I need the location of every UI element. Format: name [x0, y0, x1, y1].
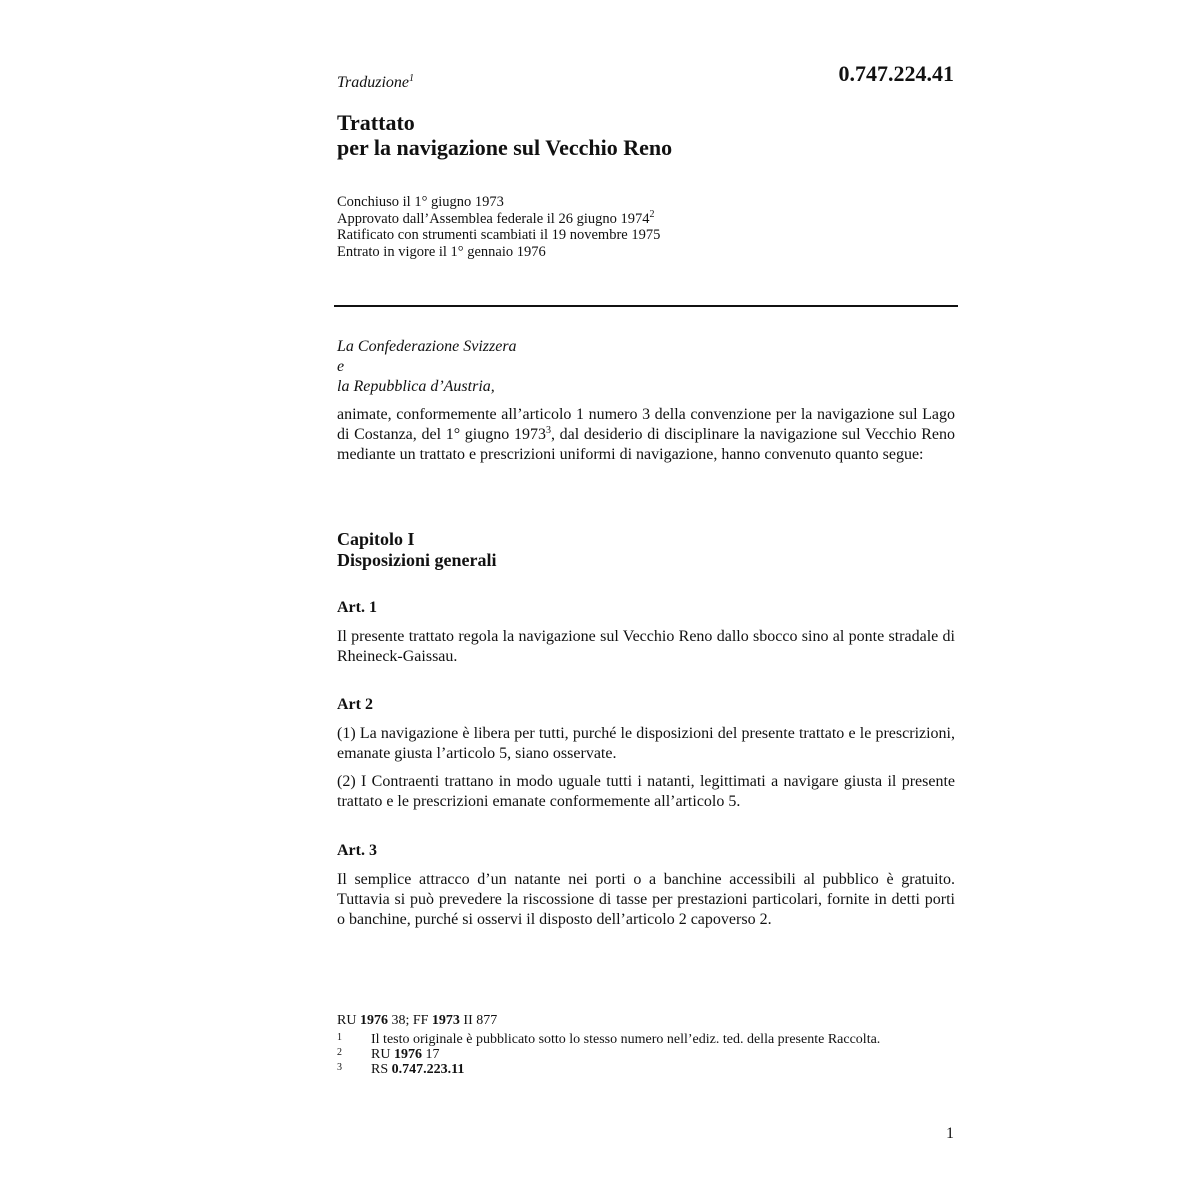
concluded-date: Conchiuso il 1° giugno 1973: [337, 194, 504, 210]
footnote-ref-2[interactable]: 2: [649, 208, 655, 220]
in-force-date: Entrato in vigore il 1° gennaio 1976: [337, 243, 546, 260]
header-divider: [334, 305, 958, 307]
chapter-heading: [337, 529, 497, 571]
footnote-number: 2: [337, 1047, 342, 1058]
footnote-number: 3: [337, 1062, 342, 1073]
party-conjunction: e: [337, 358, 345, 375]
title-line-2: per la navigazione sul Vecchio Reno: [337, 135, 673, 160]
footnote-3: [337, 1062, 917, 1077]
footnote-1: [337, 1032, 917, 1047]
article-2-title: Art 2: [337, 696, 373, 713]
document-title: [337, 110, 672, 160]
contracting-parties: [337, 337, 517, 397]
preamble-text: animate, conformemente all’articolo 1 numero 3 della convenzione per la navigazione sul Lago di Costanza, del 1° giugno 1973$^3$, dal desiderio di disciplinare la navigazione sul Vecchio Reno mediante un trattato e prescrizioni uniformi di navigazione, hanno convenuto quanto segue:: [337, 406, 956, 463]
document-number: 0.747.224.41: [838, 61, 954, 86]
article-2-paragraph-2: (2) I Contraenti trattano in modo uguale tutti i natanti, legittimati a navigare giusta il presente trattato e le prescrizioni emanate conformemente all’articolo 5.: [337, 773, 955, 810]
ratified-date: Ratificato con strumenti scambiati il 19 novembre 1975: [337, 227, 661, 243]
article-3-title: Art. 3: [337, 842, 377, 859]
footnote-2: [337, 1047, 917, 1062]
article-3-text: Il semplice attracco d’un natante nei porti o a banchine accessibili al pubblico è gratuito. Tuttavia si può prevedere la riscossione di tasse per prestazioni particolari, fornite in detti porti o banchine, purché si osservi il disposto dell’articolo 2 capoverso 2.: [337, 871, 955, 928]
approved-date: Approvato dall’Assemblea federale il 26 giugno 1974$^2$: [337, 208, 655, 227]
footnote-ref-3[interactable]: 3: [545, 425, 551, 436]
article-1-text: Il presente trattato regola la navigazione sul Vecchio Reno dallo sbocco sino al ponte stradale di Rheineck-Gaissau.: [337, 628, 955, 665]
footnote-ref-1[interactable]: 1: [409, 73, 415, 84]
party-austria: la Repubblica d’Austria,: [337, 378, 495, 395]
chapter-title: Disposizioni generali: [337, 550, 497, 570]
footnote-number: 1: [337, 1032, 342, 1043]
footnote-text: Il testo originale è pubblicato sotto lo stesso numero nell’ediz. ted. della presente Raccolta.: [371, 1032, 881, 1047]
footnote-text: RU 1976 17: [371, 1047, 440, 1062]
publication-source: RU 1976 38; FF 1973 II 877: [337, 1013, 498, 1028]
footnote-text: RS 0.747.223.11: [371, 1062, 465, 1077]
page-number: 1: [946, 1125, 954, 1142]
article-1-title: Art. 1: [337, 599, 377, 616]
footnotes: [337, 1032, 917, 1077]
party-switzerland: La Confederazione Svizzera: [337, 338, 517, 355]
title-line-1: Trattato: [337, 110, 415, 135]
treaty-dates: [337, 194, 660, 260]
article-2-paragraph-1: (1) La navigazione è libera per tutti, purché le disposizioni del presente trattato e le prescrizioni, emanate giusta l’articolo 5, siano osservate.: [337, 725, 955, 762]
translation-label: Traduzione$^1$: [337, 73, 415, 91]
chapter-number: Capitolo I: [337, 529, 415, 549]
